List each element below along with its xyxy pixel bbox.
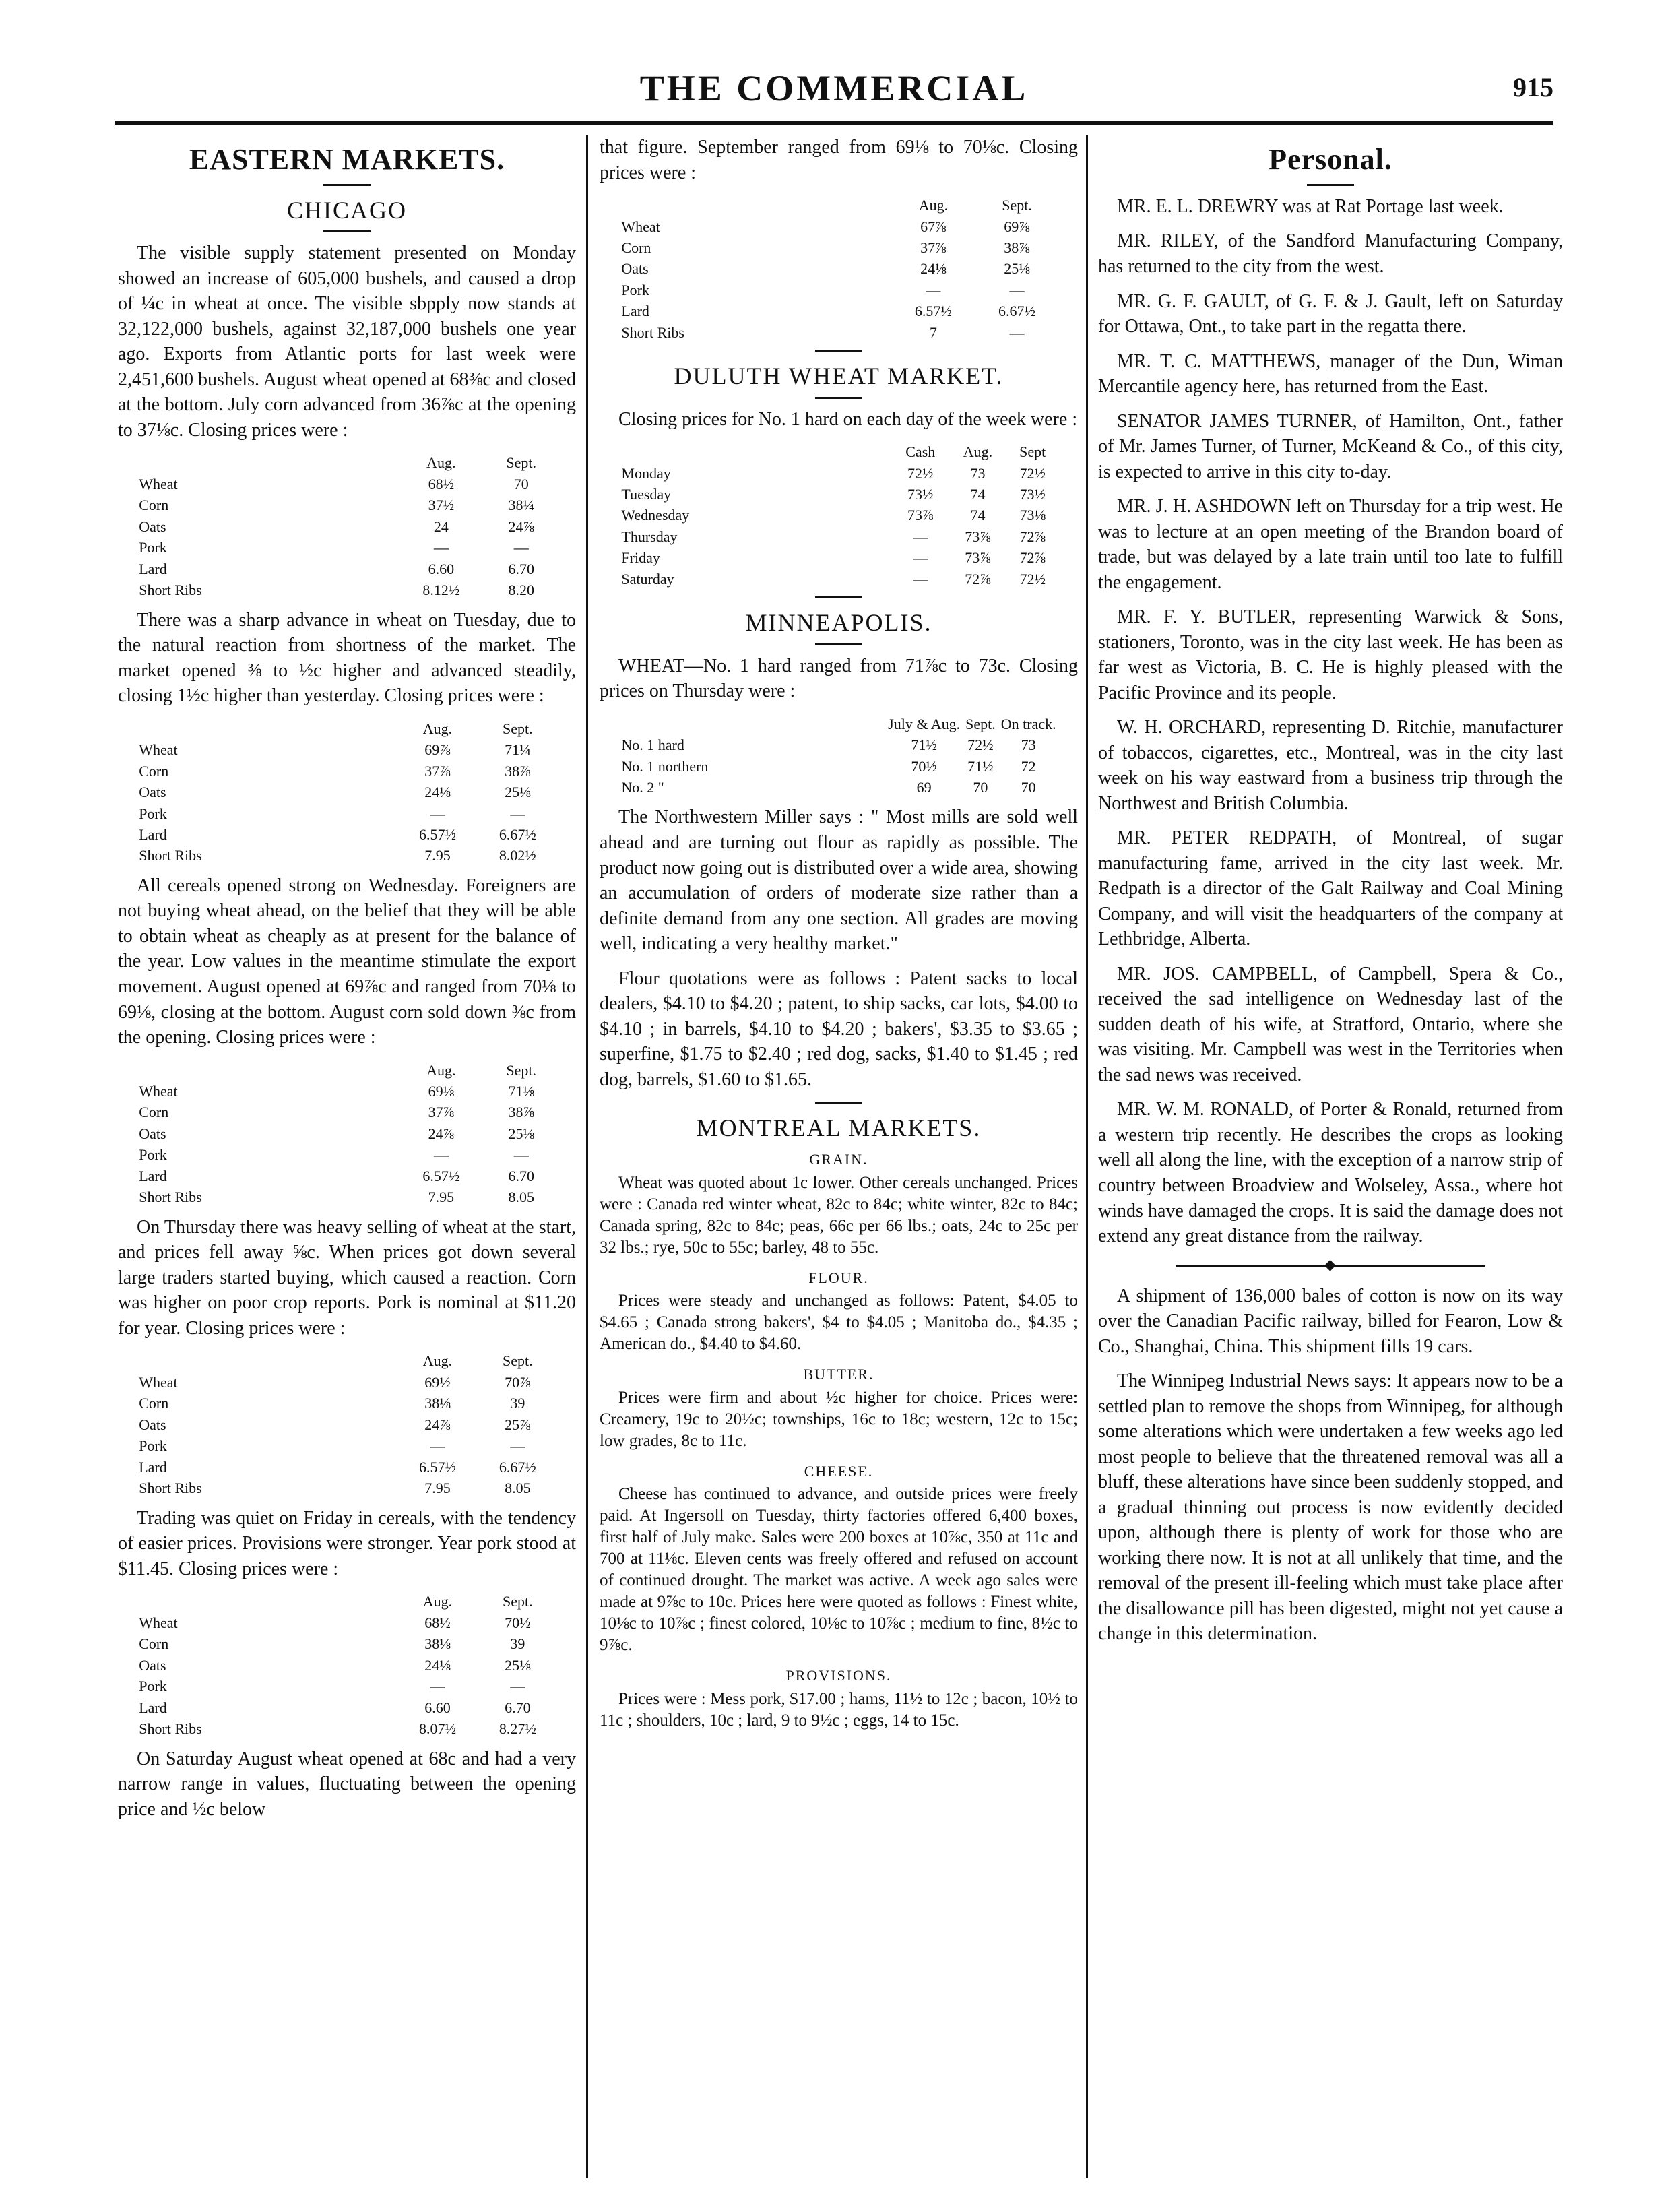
subheading: FLOUR. xyxy=(808,1269,869,1286)
header-cell: Sept. xyxy=(506,1061,536,1079)
personal-item: MR. E. L. DREWRY was at Rat Portage last week. xyxy=(1117,195,1504,217)
row-label: Short Ribs xyxy=(621,323,684,341)
table-row xyxy=(618,505,1058,526)
section-title: Personal. xyxy=(1269,143,1392,176)
header-cell: Aug. xyxy=(422,1352,453,1370)
header-cell: Sept. xyxy=(503,1593,533,1610)
row-label: Corn xyxy=(139,1395,169,1412)
price-cell: 73 xyxy=(970,464,986,482)
table-row xyxy=(136,1718,558,1739)
row-label: Wednesday xyxy=(621,507,690,524)
price-cell: 7.95 xyxy=(428,1189,455,1206)
subsection-title: DULUTH WHEAT MARKET. xyxy=(674,362,1004,390)
price-cell: 69⅞ xyxy=(424,741,451,759)
price-cell: 70½ xyxy=(911,757,937,775)
table-row xyxy=(136,495,558,515)
table-row xyxy=(618,237,1058,258)
table-row xyxy=(136,1457,558,1478)
paragraph: Prices were steady and unchanged as follows: Patent, $4.05 to $4.65 ; Canada strong bakers', $4 to $4.05 ; Manitoba do., $4.35 ; American do., $4.40 to $4.60. xyxy=(600,1292,1078,1354)
price-table xyxy=(136,452,558,600)
price-cell: — xyxy=(913,528,928,545)
divider xyxy=(323,230,371,232)
header-cell: July & Aug. xyxy=(888,715,961,732)
table-row xyxy=(136,824,558,845)
header-cell xyxy=(618,714,885,734)
price-cell: 73½ xyxy=(907,486,934,503)
paragraph: A shipment of 136,000 bales of cotton is now on its way over the Canadian Pacific railway, billed for Fearon, Low & Co., Shanghai, China. This shipment fills 19 cars. xyxy=(1098,1285,1563,1357)
price-cell: 73 xyxy=(1021,736,1036,754)
price-cell: 72⅞ xyxy=(965,570,991,588)
row-label: Pork xyxy=(139,1437,167,1455)
header-cell: Sept. xyxy=(1002,197,1032,214)
divider xyxy=(815,397,862,399)
row-label: Corn xyxy=(139,1635,169,1653)
table-row xyxy=(136,559,558,579)
price-cell: 6.60 xyxy=(424,1699,451,1716)
header-cell xyxy=(136,452,397,473)
subheading: BUTTER. xyxy=(803,1366,874,1383)
header-cell: Sept. xyxy=(503,1352,533,1370)
table-row xyxy=(136,1697,558,1718)
header-cell xyxy=(136,718,397,739)
column-personal xyxy=(1098,135,1563,2172)
table-row xyxy=(618,216,1058,237)
price-cell: — xyxy=(430,804,445,822)
header-cell: On track. xyxy=(1000,715,1056,732)
price-cell: 69⅞ xyxy=(1004,218,1030,235)
header-cell: Aug. xyxy=(918,197,949,214)
price-cell: 72⅞ xyxy=(1019,528,1046,545)
table-row xyxy=(136,1612,558,1633)
table-row xyxy=(618,756,1058,777)
row-label: Oats xyxy=(621,260,649,278)
price-cell: 37⅞ xyxy=(428,1104,455,1121)
table-header-row xyxy=(136,1591,558,1612)
header-cell: Cash xyxy=(905,443,936,461)
paragraph: On Thursday there was heavy selling of wheat at the start, and prices fell away ⅝c. When prices got down several large traders started buying, which caused a reaction. Corn was higher on poor crop reports. Pork is nominal at $11.20 for year. Closing prices were : xyxy=(118,1216,576,1339)
price-cell: 69½ xyxy=(424,1373,451,1391)
price-cell: 7 xyxy=(929,323,937,341)
price-cell: 6.57½ xyxy=(418,1458,456,1476)
paragraph: The Northwestern Miller says : " Most mills are sold well ahead and are turning out flour as rapidly as possible. The product now going out is distributed over a wide area, showing an accumulation of orders of moderate size rather than a definite demand from any one section. All grades are moving well, indicating a very healthy market." xyxy=(600,807,1078,955)
row-label: Wheat xyxy=(139,741,178,759)
price-cell: — xyxy=(1009,281,1025,298)
subsection-title: MONTREAL MARKETS. xyxy=(696,1114,982,1142)
ornamental-separator xyxy=(1176,1265,1485,1267)
price-cell: 73⅛ xyxy=(1019,507,1046,524)
price-cell: 6.57½ xyxy=(418,826,456,843)
paragraph: The visible supply statement presented on Monday showed an increase of 605,000 bushels, and caused a drop of ¼c in wheat at once. The visible sbpply now stands at 32,122,000 bushels, against 32,187,000 bushels one year ago. Exports from Atlantic ports for last week were 2,451,600 bushels. August wheat opened at 68⅜c and closed at the bottom. July corn advanced from 36⅞c at the opening to 37⅛c. Closing prices were : xyxy=(118,243,576,441)
table-row xyxy=(618,484,1058,505)
table-row xyxy=(136,845,558,866)
price-cell: 69 xyxy=(916,779,932,796)
column-markets xyxy=(600,135,1078,2172)
row-label: Lard xyxy=(621,303,649,320)
subheading: GRAIN. xyxy=(809,1151,868,1168)
table-row xyxy=(618,463,1058,484)
row-label: Corn xyxy=(139,762,169,780)
table-row xyxy=(136,1123,558,1144)
price-cell: 69⅛ xyxy=(428,1083,455,1100)
header-cell: Aug. xyxy=(426,1061,456,1079)
price-cell: 6.67½ xyxy=(499,826,536,843)
price-cell: 6.60 xyxy=(428,560,455,577)
price-cell: 8.05 xyxy=(508,1189,534,1206)
row-label: Oats xyxy=(139,784,166,801)
header-cell: Sept xyxy=(1019,443,1046,461)
price-cell: 24⅞ xyxy=(508,517,534,535)
column-divider xyxy=(586,135,588,2178)
price-table xyxy=(136,1060,558,1208)
price-cell: 71¼ xyxy=(505,741,531,759)
price-table xyxy=(618,195,1058,343)
paragraph: Wheat was quoted about 1c lower. Other cereals unchanged. Prices were : Canada red winter wheat, 82c to 84c; white winter, 82c to 84c; Canada spring, 82c to 84c; peas, 66c per 66 lbs.; oats, 24c to 25c per 32 lbs.; rye, 50c to 55c; barley, 48 to 55c. xyxy=(600,1173,1078,1257)
table-header-row xyxy=(136,718,558,739)
table-row xyxy=(618,301,1058,321)
price-cell: 67⅞ xyxy=(920,218,947,235)
price-cell: 72½ xyxy=(1019,570,1046,588)
price-cell: 72½ xyxy=(967,736,994,754)
table-row xyxy=(136,1633,558,1654)
header-cell: Aug. xyxy=(963,443,993,461)
price-cell: 70⅞ xyxy=(505,1373,531,1391)
table-row xyxy=(136,1478,558,1498)
price-cell: 73½ xyxy=(1019,486,1046,503)
price-cell: 73⅞ xyxy=(907,507,934,524)
price-cell: 24 xyxy=(433,517,449,535)
row-label: Short Ribs xyxy=(139,1480,202,1497)
price-cell: 70 xyxy=(973,779,988,796)
personal-item: MR. F. Y. BUTLER, representing Warwick & Sons, stationers, Toronto, was in the city last week. He has been as far west as Victoria, B. C. He is highly pleased with the Pacific Province and its people. xyxy=(1098,606,1563,703)
price-cell: 8.02½ xyxy=(499,847,536,864)
row-label: Pork xyxy=(139,539,167,557)
header-cell: Sept. xyxy=(506,454,536,472)
section-title: EASTERN MARKETS. xyxy=(189,143,505,176)
price-cell: — xyxy=(926,281,941,298)
header-cell xyxy=(136,1350,397,1371)
row-label: Oats xyxy=(139,1416,166,1433)
price-cell: — xyxy=(433,539,449,557)
subheading: PROVISIONS. xyxy=(785,1667,892,1684)
personal-item: MR. W. M. RONALD, of Porter & Ronald, returned from a western trip recently. He describes the crops as looking well all along the line, with the exception of a narrow strip of country between Broadview and Wolseley, Assa., where hot winds have damaged the crops. It is said the damage does not extend any great distance from the railway. xyxy=(1098,1099,1563,1247)
price-cell: — xyxy=(913,549,928,567)
price-cell: 39 xyxy=(510,1395,525,1412)
row-label: Lard xyxy=(139,560,167,577)
divider xyxy=(815,1102,862,1104)
table-row xyxy=(136,782,558,802)
paragraph: All cereals opened strong on Wednesday. Foreigners are not buying wheat ahead, on the belief that they will be able to obtain wheat as cheaply as at present for the balance of the year. Low values in the meantime stimulate the export movement. August opened at 69⅞c and ranged from 70⅛ to 69⅛, closing at the bottom. August corn sold down ⅜c from the opening. Closing prices were : xyxy=(118,875,576,1048)
price-table xyxy=(136,718,558,866)
price-cell: 72 xyxy=(1021,757,1036,775)
paragraph: Prices were firm and about ½c higher for choice. Prices were: Creamery, 19c to 20½c; townships, 16c to 18c; western, 12c to 15c; low grades, 8c to 11c. xyxy=(600,1388,1078,1450)
paragraph: Closing prices for No. 1 hard on each day of the week were : xyxy=(618,408,1078,430)
price-cell: 24⅛ xyxy=(424,1656,451,1674)
row-label: Wheat xyxy=(139,1373,178,1391)
table-row xyxy=(136,739,558,760)
table-row xyxy=(136,803,558,824)
row-label: Short Ribs xyxy=(139,1189,202,1206)
row-label: Tuesday xyxy=(621,486,672,503)
header-rule xyxy=(115,121,1553,125)
price-cell: 7.95 xyxy=(424,847,451,864)
header-cell xyxy=(136,1060,397,1081)
row-label: Corn xyxy=(139,1104,169,1121)
personal-items xyxy=(1098,194,1563,1249)
row-label: Short Ribs xyxy=(139,581,202,599)
price-cell: 39 xyxy=(510,1635,525,1653)
price-cell: 72½ xyxy=(1019,464,1046,482)
price-table xyxy=(136,1350,558,1498)
table-row xyxy=(618,322,1058,343)
price-cell: 71½ xyxy=(911,736,937,754)
price-cell: 37⅞ xyxy=(424,762,451,780)
price-cell: 6.67½ xyxy=(998,303,1036,320)
price-cell: 25⅛ xyxy=(505,1656,531,1674)
header-cell xyxy=(618,195,891,216)
table-row xyxy=(618,258,1058,279)
price-cell: 25⅛ xyxy=(1004,260,1030,278)
price-cell: — xyxy=(510,1437,525,1455)
price-cell: — xyxy=(513,1146,529,1164)
header-cell xyxy=(618,441,891,462)
row-label: No. 1 hard xyxy=(621,736,684,754)
personal-item: MR. G. F. GAULT, of G. F. & J. Gault, left on Saturday for Ottawa, Ont., to take part in the regatta there. xyxy=(1098,290,1563,338)
row-label: Pork xyxy=(139,1146,167,1164)
table-row xyxy=(136,1081,558,1102)
price-cell: 25⅛ xyxy=(508,1125,534,1142)
price-cell: 37½ xyxy=(428,497,455,514)
price-cell: — xyxy=(513,539,529,557)
table-row xyxy=(136,1372,558,1393)
row-label: Saturday xyxy=(621,570,674,588)
table-row xyxy=(136,1655,558,1676)
table-row xyxy=(136,1166,558,1187)
price-cell: — xyxy=(430,1678,445,1695)
price-cell: 6.57½ xyxy=(914,303,952,320)
subheading: CHEESE. xyxy=(804,1462,874,1480)
price-cell: 8.05 xyxy=(505,1480,531,1497)
table-row xyxy=(136,537,558,558)
divider xyxy=(815,596,862,598)
paragraph: Prices were : Mess pork, $17.00 ; hams, 11½ to 12c ; bacon, 10½ to 11c ; shoulders, 10c ; lard, 9 to 9½c ; eggs, 14 to 15c. xyxy=(600,1689,1078,1730)
price-cell: 70 xyxy=(1021,779,1036,796)
table-row xyxy=(136,1187,558,1207)
row-label: Lard xyxy=(139,1699,167,1716)
row-label: Wheat xyxy=(139,1614,178,1631)
price-cell: 38⅞ xyxy=(1004,239,1030,256)
table-row xyxy=(618,777,1058,798)
price-cell: 25⅞ xyxy=(505,1416,531,1433)
price-table xyxy=(136,1591,558,1739)
table-row xyxy=(618,280,1058,301)
row-label: Corn xyxy=(621,239,651,256)
price-cell: 74 xyxy=(970,507,986,524)
price-cell: — xyxy=(430,1437,445,1455)
price-cell: — xyxy=(510,1678,525,1695)
row-label: Short Ribs xyxy=(139,847,202,864)
table-row xyxy=(136,579,558,600)
table-row xyxy=(618,569,1058,590)
row-label: Friday xyxy=(621,549,660,567)
masthead-title: THE COMMERCIAL xyxy=(639,68,1029,108)
table-header-row xyxy=(618,441,1058,462)
header-cell: Aug. xyxy=(426,454,456,472)
price-cell: 38⅛ xyxy=(424,1395,451,1412)
table-row xyxy=(136,1414,558,1435)
row-label: Lard xyxy=(139,826,167,843)
price-cell: 8.07½ xyxy=(418,1720,456,1738)
price-cell: 70½ xyxy=(505,1614,531,1631)
price-cell: — xyxy=(433,1146,449,1164)
paragraph: There was a sharp advance in wheat on Tuesday, due to the natural reaction from shortness of the market. The market opened ⅜ to ½c higher and advanced steadily, closing 1½c higher than yesterday. Closing prices were : xyxy=(118,609,576,707)
price-cell: 24⅛ xyxy=(424,784,451,801)
table-header-row xyxy=(618,195,1058,216)
price-cell: 72½ xyxy=(907,464,934,482)
table-row xyxy=(136,516,558,537)
subsection-title: CHICAGO xyxy=(286,196,407,224)
personal-item: MR. PETER REDPATH, of Montreal, of sugar manufacturing fame, arrived in the city last week. Mr. Redpath is a director of the Galt Railway and Coal Mining Company, and will visit the headquarters of the company at Lethbridge, Alberta. xyxy=(1098,827,1563,950)
price-cell: 74 xyxy=(970,486,986,503)
price-cell: 8.12½ xyxy=(422,581,460,599)
header-cell: Aug. xyxy=(422,1593,453,1610)
price-cell: 24⅞ xyxy=(428,1125,455,1142)
price-cell: 71½ xyxy=(967,757,994,775)
header-cell: Aug. xyxy=(422,720,453,737)
table-row xyxy=(618,526,1058,547)
price-cell: 38¼ xyxy=(508,497,534,514)
divider xyxy=(323,184,371,186)
price-cell: 25⅛ xyxy=(505,784,531,801)
row-label: Short Ribs xyxy=(139,1720,202,1738)
table-header-row xyxy=(136,452,558,473)
personal-item: SENATOR JAMES TURNER, of Hamilton, Ont., father of Mr. James Turner, of Turner, McKeand & Co., of this city, is expected to arrive in this city to-day. xyxy=(1098,410,1563,482)
page-header xyxy=(115,67,1553,115)
row-label: Thursday xyxy=(621,528,678,545)
row-label: Lard xyxy=(139,1167,167,1184)
price-cell: 68½ xyxy=(428,475,455,493)
price-cell: — xyxy=(913,570,928,588)
row-label: No. 2 " xyxy=(621,779,664,796)
row-label: Pork xyxy=(139,1678,167,1695)
price-cell: 70 xyxy=(513,475,529,493)
price-cell: 73⅞ xyxy=(965,528,991,545)
header-cell: Sept. xyxy=(965,715,996,732)
row-label: Oats xyxy=(139,1125,166,1142)
paragraph: Cheese has continued to advance, and outside prices were freely paid. At Ingersoll on Tuesday, thirty factories offered 6,400 boxes, first half of July make. Sales were 200 boxes at 10⅞c, 350 at 11c and 700 at 11⅛c. Eleven cents was freely offered and refused on account of continued drought. The market was active. A week ago sales were made at 9⅞c to 10c. Prices here were quoted as follows : Finest white, 10⅛c to 10⅞c ; finest colored, 10⅛c to 10⅞c ; medium to fine, 8½c to 9⅞c. xyxy=(600,1485,1078,1655)
row-label: Oats xyxy=(139,1656,166,1674)
subsection-title: MINNEAPOLIS. xyxy=(745,609,932,637)
row-label: No. 1 northern xyxy=(621,757,709,775)
column-eastern-markets xyxy=(118,135,576,2172)
table-header-row xyxy=(136,1350,558,1371)
divider xyxy=(815,350,862,352)
personal-item: W. H. ORCHARD, representing D. Ritchie, manufacturer of tobaccos, cigarettes, etc., Montreal, was in the city last week on his way eastward from a business trip through the Northwest and British Columbia. xyxy=(1098,717,1563,814)
table-row xyxy=(136,1102,558,1123)
paragraph: WHEAT—No. 1 hard ranged from 71⅞c to 73c. Closing prices on Thursday were : xyxy=(600,655,1078,702)
price-cell: 24⅛ xyxy=(920,260,947,278)
header-cell: Sept. xyxy=(503,720,533,737)
price-cell: 73⅞ xyxy=(965,549,991,567)
price-cell: 38⅞ xyxy=(505,762,531,780)
price-cell: 68½ xyxy=(424,1614,451,1631)
row-label: Corn xyxy=(139,497,169,514)
personal-item: MR. RILEY, of the Sandford Manufacturing Company, has returned to the city from the west. xyxy=(1098,230,1563,277)
paragraph: On Saturday August wheat opened at 68c and had a very narrow range in values, fluctuating between the opening price and ½c below xyxy=(118,1748,576,1820)
column-divider xyxy=(1086,135,1088,2178)
price-cell: 38⅞ xyxy=(508,1104,534,1121)
personal-item: MR. JOS. CAMPBELL, of Campbell, Spera & Co., received the sad intelligence on Wednesday last of the sudden death of his wife, at Stratford, Ontario, where she was visiting. Mr. Campbell was west in the Territories when the sad news was received. xyxy=(1098,963,1563,1085)
price-cell: 6.57½ xyxy=(422,1167,460,1184)
row-label: Oats xyxy=(139,517,166,535)
table-row xyxy=(136,1144,558,1165)
price-cell: — xyxy=(1009,323,1025,341)
header-cell xyxy=(136,1591,397,1612)
price-cell: 7.95 xyxy=(424,1480,451,1497)
table-row xyxy=(136,474,558,495)
table-row xyxy=(618,547,1058,568)
table-row xyxy=(136,761,558,782)
paragraph: that figure. September ranged from 69⅛ to 70⅛c. Closing prices were : xyxy=(600,137,1078,183)
table-header-row xyxy=(136,1060,558,1081)
table-row xyxy=(136,1676,558,1697)
paragraph: Trading was quiet on Friday in cereals, with the tendency of easier prices. Provisions were stronger. Year pork stood at $11.45. Closing prices were : xyxy=(118,1507,576,1579)
price-cell: 37⅞ xyxy=(920,239,947,256)
personal-item: MR. T. C. MATTHEWS, manager of the Dun, Wiman Mercantile agency here, has returned from the East. xyxy=(1098,350,1563,398)
price-cell: 72⅞ xyxy=(1019,549,1046,567)
price-cell: 71⅛ xyxy=(508,1083,534,1100)
price-cell: — xyxy=(510,804,525,822)
row-label: Pork xyxy=(139,804,167,822)
row-label: Wheat xyxy=(621,218,660,235)
price-cell: 6.70 xyxy=(508,560,534,577)
table-row xyxy=(136,1435,558,1456)
price-cell: 6.70 xyxy=(508,1167,534,1184)
row-label: Pork xyxy=(621,281,649,298)
price-cell: 8.27½ xyxy=(499,1720,536,1738)
price-cell: 24⅞ xyxy=(424,1416,451,1433)
table-row xyxy=(136,1393,558,1414)
paragraph: Flour quotations were as follows : Patent sacks to local dealers, $4.10 to $4.20 ; patent, to ship sacks, car lots, $4.00 to $4.10 ; in barrels, $4.10 to $4.20 ; bakers', $3.35 to $3.65 ; superfine, $1.75 to $2.40 ; red dog, sacks, $1.40 to $1.45 ; red dog, barrels, $1.60 to $1.65. xyxy=(600,968,1078,1090)
table-header-row xyxy=(618,714,1058,734)
row-label: Lard xyxy=(139,1458,167,1476)
price-cell: 6.70 xyxy=(505,1699,531,1716)
price-cell: 8.20 xyxy=(508,581,534,599)
minneapolis-table xyxy=(618,714,1058,798)
row-label: Wheat xyxy=(139,475,178,493)
price-cell: 38⅛ xyxy=(424,1635,451,1653)
table-row xyxy=(618,734,1058,755)
personal-item: MR. J. H. ASHDOWN left on Thursday for a trip west. He was to lecture at an open meeting of the Brandon board of trade, but was delayed by a late train until too late to fulfill the engagement. xyxy=(1098,496,1563,593)
price-cell: 6.67½ xyxy=(499,1458,536,1476)
divider xyxy=(1307,184,1354,186)
paragraph: The Winnipeg Industrial News says: It appears now to be a settled plan to remove the shops from Winnipeg, for although some alterations which were undertaken a few weeks ago led most people to believe that the threatened removal was all a bluff, these alterations have since been suddenly stopped, and a gradual thinning out process is now evidently decided upon, although there is plenty of work for those who are working there now. It is not at all unlikely that time, and the removal of the present ill-feeling which must take place after the disallowance pill has been digested, might not yet cause a change in this determination. xyxy=(1098,1370,1563,1645)
page-number: 915 xyxy=(1513,72,1553,102)
row-label: Wheat xyxy=(139,1083,178,1100)
row-label: Monday xyxy=(621,464,671,482)
divider xyxy=(815,643,862,645)
duluth-table xyxy=(618,441,1058,590)
